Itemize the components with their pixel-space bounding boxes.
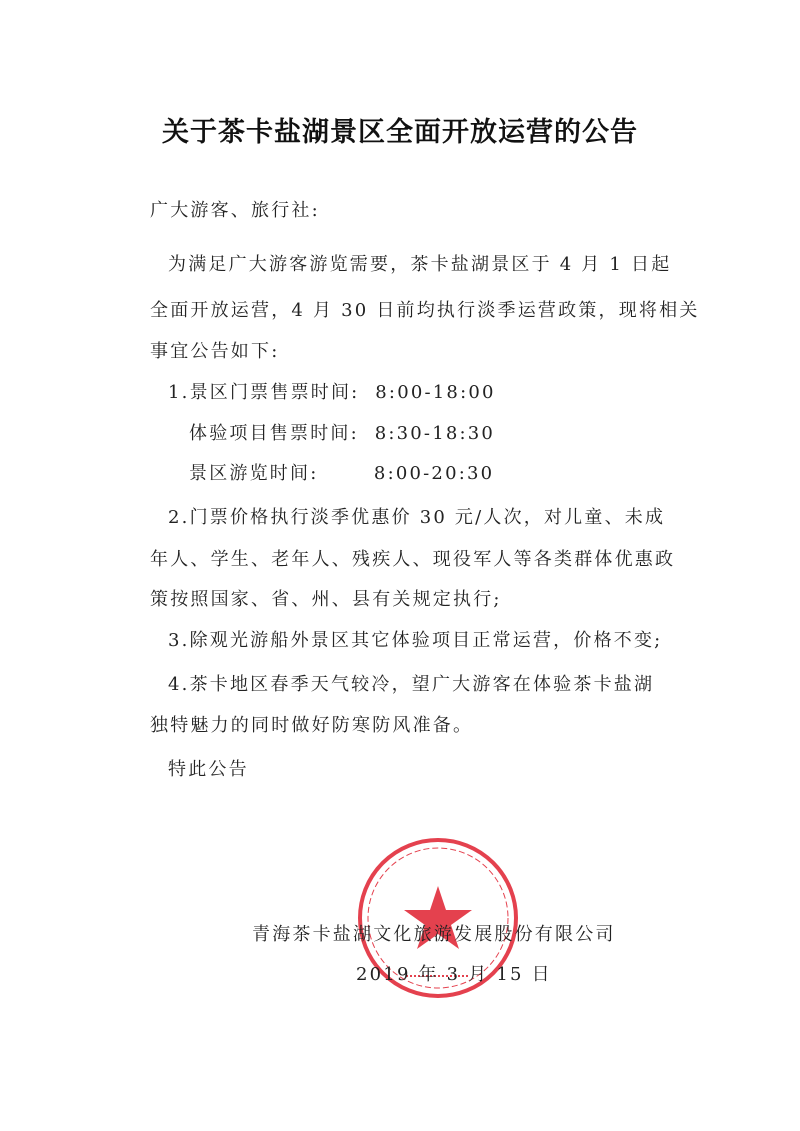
body-line: 全面开放运营，4 月 30 日前均执行淡季运营政策，现将相关	[150, 300, 700, 321]
list-item-hours-experience: 体验项目售票时间: 8:30-18:30	[189, 423, 496, 444]
body-line: 年人、学生、老年人、残疾人、现役军人等各类群体优惠政	[150, 549, 676, 570]
signature-date: 2019 年 3 月 15 日	[356, 964, 552, 985]
document-title: 关于茶卡盐湖景区全面开放运营的公告	[162, 117, 638, 148]
list-item-weather: 4.茶卡地区春季天气较冷，望广大游客在体验茶卡盐湖	[168, 674, 655, 695]
signature-company: 青海茶卡盐湖文化旅游发展股份有限公司	[252, 924, 616, 945]
body-line: 独特魅力的同时做好防寒防风准备。	[150, 715, 474, 736]
list-item-boats: 3.除观光游船外景区其它体验项目正常运营，价格不变;	[168, 630, 663, 651]
body-line: 策按照国家、省、州、县有关规定执行;	[150, 589, 502, 610]
list-item-price: 2.门票价格执行淡季优惠价 30 元/人次，对儿童、未成	[168, 507, 666, 528]
closing: 特此公告	[168, 759, 249, 780]
salutation: 广大游客、旅行社:	[150, 200, 320, 221]
body-line: 事宜公告如下:	[150, 341, 280, 362]
list-item-hours-visit: 景区游览时间: 8:00-20:30	[189, 463, 495, 484]
list-item-hours-ticket: 1.景区门票售票时间: 8:00-18:00	[168, 382, 496, 403]
body-line: 为满足广大游客游览需要，茶卡盐湖景区于 4 月 1 日起	[168, 254, 672, 275]
